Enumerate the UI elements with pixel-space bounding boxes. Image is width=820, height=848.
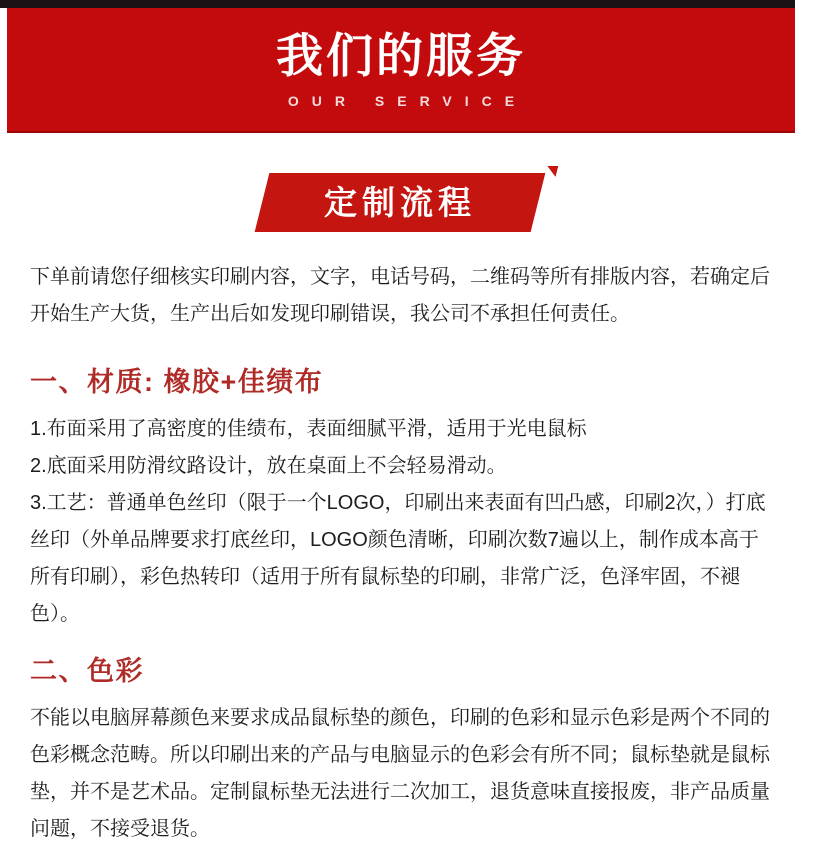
process-ribbon-label: 定制流程 xyxy=(324,184,476,221)
banner-title: 我们的服务 xyxy=(276,29,526,82)
description-content xyxy=(0,233,795,848)
process-ribbon xyxy=(255,173,546,232)
color-section-heading: 二、色彩 xyxy=(30,656,144,686)
banner-subtitle: OUR SERVICE xyxy=(287,93,528,109)
material-item-3: 3.工艺：普通单色丝印（限于一个LOGO，印刷出来表面有凹凸感，印刷2次，）打底丝印（外单品牌要求打底丝印，LOGO颜色清晰，印刷次数7遍以上，制作成本高于所有印刷），彩色热转印（适用于所有鼠标垫的印刷，非常广泛，色泽牢固，不褪色）。 xyxy=(30,492,766,625)
color-section-paragraph: 不能以电脑屏幕颜色来要求成品鼠标垫的颜色，印刷的色彩和显示色彩是两个不同的色彩概念范畴。所以印刷出来的产品与电脑显示的色彩会有所不同；鼠标垫就是鼠标垫，并不是艺术品。定制鼠标垫无法进行二次加工，退货意味直接报废，非产品质量问题，不接受退货。 xyxy=(30,707,770,840)
material-section-heading: 一、材质: 橡胶+佳绩布 xyxy=(30,367,324,397)
material-item-1: 1.布面采用了高密度的佳绩布，表面细腻平滑，适用于光电鼠标 xyxy=(30,418,587,440)
ribbon-corner-accent xyxy=(545,166,559,177)
material-item-list xyxy=(30,411,770,633)
top-dark-strip xyxy=(0,0,795,8)
hero-banner xyxy=(7,8,795,133)
order-notice-paragraph: 下单前请您仔细核实印刷内容，文字，电话号码，二维码等所有排版内容，若确定后开始生产大货，生产出后如发现印刷错误，我公司不承担任何责任。 xyxy=(30,266,770,325)
process-ribbon-row xyxy=(0,173,795,233)
material-item-2: 2.底面采用防滑纹路设计，放在桌面上不会轻易滑动。 xyxy=(30,455,507,477)
